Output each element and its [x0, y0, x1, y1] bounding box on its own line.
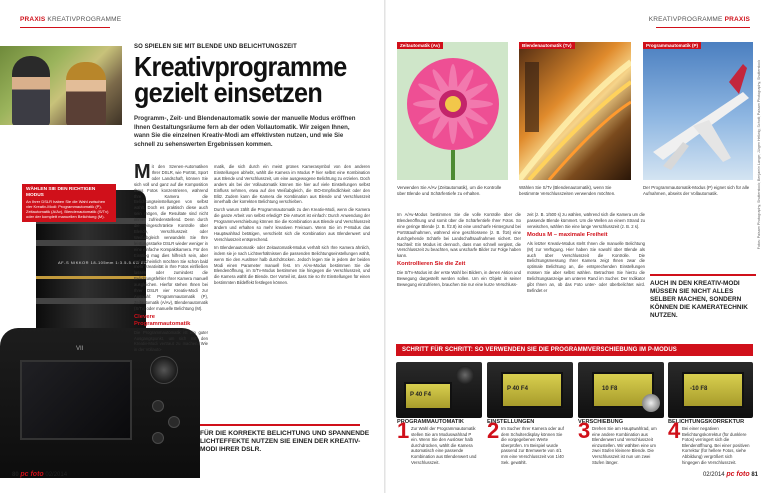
command-dial [642, 394, 660, 412]
photo-flower [397, 42, 508, 180]
pull-quote-right [650, 274, 756, 320]
lens-label: AF-S NIKKOR 18-105mm 1:3.5-5.6G ED [58, 260, 148, 265]
display-readout: -10 F8 [690, 386, 708, 392]
step-text: Zur Wahl der Programmautomatik stellen Sie am Moduswahlrad P ein. Wenn Sie den Auslöser halb durchdrücken, wählt die Kamera automatisch eine passende Kombination aus Blendenwert und Verschlusszeit. [411, 426, 477, 465]
issue-number: 02/2014 [45, 472, 68, 478]
headline-line-1: Kreativprogramme [134, 51, 347, 82]
gerbera-flower-image [397, 42, 508, 180]
photo-credit: Fotos: Paisarn Photography, Shutterstock; Benjamin Lange; Jürgen Hellwig; Schott; Paisarn Photography, Shutterstock [757, 60, 761, 250]
photographer-figure [66, 62, 106, 125]
page-gutter [384, 0, 386, 493]
body-column-2 [214, 164, 370, 414]
photo-caption: Verwenden Sie A/Av (Zeitautomatik), um die Kontrolle über Blende und Schärfentiefe zu erhalten. [397, 185, 502, 196]
camera-display [682, 372, 744, 408]
step-title: VERSCHIEBUNG [578, 419, 624, 425]
camera-lcd [20, 360, 132, 440]
camera-dial [150, 356, 178, 384]
step-text: Drehen Sie am Hauptwahlrad, um eine andere Kombination aus Blendenwert und Verschlusszeit einzustellen. Wir wählten eine um zwei Stufen kleinere Blende. Die Verschlusszeit ist nun um zwei Stufen länger. [592, 426, 657, 465]
camera-display [501, 372, 563, 408]
step-image-2 [487, 362, 573, 418]
step-image-4 [668, 362, 753, 418]
header-rule-right [656, 27, 750, 28]
magazine-logo: pc foto [726, 471, 750, 478]
column-text: Im A/Av-Modus bestimmen Sie die volle Kontrolle über die Blendenöffnung und somit über die Schärfentiefe Ihrer Fotos. So eine geringe Blende (z. B. f/2.8) ist eine unscharfe Hintergrund bei Porträtaufnahmen, während eine geschlossene (z. B. f/16) eine durchgehende Schärfe bei Landschaftsaufnahmen sichert. Der Nachteil: Ein Modus ist dennoch, dass man schnell vergisst, die Verschlusszeit zu beachten, was unscharfe Bilder zur Folge haben kann. [397, 212, 521, 259]
mode-caption-title: WÄHLEN SIE DEN RICHTIGEN MODUS [26, 187, 96, 198]
photo-caption: Der Programmautomatik-Modus (P) eignet sich für alle Aufnahmen, abseits der Vollautomatik. [643, 185, 750, 196]
photo-light-trails [519, 42, 631, 180]
camera-button [152, 432, 164, 444]
step-1 [397, 419, 479, 465]
display-readout: P 40 F4 [410, 392, 431, 398]
header-section-right: PRAXIS [724, 16, 750, 23]
display-readout: 10 F8 [602, 386, 618, 392]
step-4 [668, 419, 750, 465]
header-left [20, 16, 121, 23]
photo-mode-label: Programmautomatik (P) [643, 42, 701, 49]
article-kicker: SO SPIELEN SIE MIT BLENDE UND BELICHTUNGSZEIT [134, 44, 297, 50]
quote-rule [200, 424, 360, 426]
photographers-photo [0, 46, 122, 125]
page-number: 80 [12, 472, 19, 478]
mode-caption-box [22, 184, 116, 222]
camera-button [152, 400, 164, 412]
step-title: EINSTELLUNGEN [487, 419, 535, 425]
drop-cap: M [134, 161, 151, 183]
column-text: zeit (z. B. 1/500 s) zu wählen, während sich die Kamera um die passende Blende kümmert. Um die Wellen an einem Strand zu verwischen, wählen Sie eine lange Verschlusszeit (z. B. 2 s). [527, 212, 645, 229]
section-heading: Clevere Programmautomatik [134, 313, 191, 327]
column-text: matik, die sich durch ein meist grünes Kamerasymbol von den anderen Einstellungen abhebt, wählt die Kamera im Modus P hier selbst eine Kombination aus Blende und Verschlusszeit, um eine ausgewogene Belichtung zu erzielen. Doch anders als bei der Vollautomatik können Sie hier auf viele Einstellungen selbst Einfluss nehmen, etwa auf den Weißabgleich, die ISO-Empfindlichkeit oder den Blitz. Zudem kann die Kamera die Kombination aus Blende und Verschlusszeit innerhalb der korrekten Belichtung verschieben. [214, 164, 370, 205]
body-column-3 [397, 212, 521, 340]
section-heading: Kontrollieren Sie die Zeit [397, 261, 466, 268]
article-lead: Programm-, Zeit- und Blendenautomatik sowie der manuelle Modus eröffnen Ihnen Gestaltungsräume fern ab der oden Vollautomatik. Wir zeigen Ihnen, wann Sie die einzelnen Kreativ-Modi am effektivsten nutzen, und wie Sie schnell zu sehenswerten Ergebnissen kommen. [134, 115, 356, 149]
column-text: Als letzter Kreativ-Modus steht Ihnen die manuelle Belichtung (M) zur Verfügung. Hier haben Sie sowohl über Blende als auch über Verschlusszeit die Kontrolle. Die Belichtungsmessung Ihrer Kamera zeigt Ihnen zwar die optimale Belichtung an, die entsprechenden Einstellungen müssen Sie aber selbst wählen. Betrachten Sie hierzu die Belichtungsanzeige am unteren Rand im Sucher. Der Indikator gibt Ihnen an, ob das Foto unter- oder überbelichtet wird. Befindet er [527, 240, 645, 293]
header-topic: KREATIVPROGRAMME [47, 16, 122, 23]
body-column-4 [527, 212, 645, 340]
mode-dial [456, 366, 474, 384]
step-title: BELICHTUNGSKORREKTUR [668, 419, 745, 425]
photo-mode-label: Zeitautomatik (Av) [397, 42, 443, 49]
step-image-1 [396, 362, 482, 418]
section-heading: Modus M – maximale Freiheit [527, 231, 608, 238]
step-by-step-banner: SCHRITT FÜR SCHRITT: SO VERWENDEN SIE DIE PROGRAMMVERSCHIEBUNG IM P-MODUS [396, 344, 753, 356]
step-text: Bei einer negativen Belichtungskorrektur (für dunklere Fotos) verringert sich die Blendenöffnung. Bei einer positiven Korrektur (für hellere Fotos, siehe Abbildung) vergrößert sich hingegen die Verschlusszeit. [682, 426, 750, 465]
airplane-image [643, 42, 753, 180]
issue-number: 02/2014 [702, 472, 725, 478]
page-number: 81 [751, 472, 758, 478]
photographer-figure [12, 56, 50, 125]
footer-right [703, 471, 758, 478]
photo-mode-label: Blendenautomatik (Tv) [519, 42, 575, 49]
mode-caption-text: An Ihrer DSLR haben Sie die Wahl zwischen vier Kreativ-Modi: Programmautomatik (P), Zeitautomatik (A/Av), Blendenautomatik (S/Tv) oder der komplett manuellen Belichtung (M). [26, 199, 109, 219]
step-image-3 [578, 362, 664, 418]
header-section: PRAXIS [20, 16, 46, 23]
step-number: 4 [668, 418, 681, 443]
column-text: Die Programmautomatik ist ein guter Ausgangspunkt, um sich mit den Kreativ-Modi vertraut zu machen. Wie in der Vollauto- [134, 329, 208, 353]
light-trails-image [519, 42, 631, 180]
photo-caption: Wählen Sie S/Tv (Blendenautomatik), wenn Sie bestimmte Verschlusszeiten verwenden möchten. [519, 185, 616, 196]
step-number: 2 [487, 418, 500, 443]
article-headline [134, 51, 347, 108]
lens-ring [36, 298, 146, 304]
header-rule-left [20, 27, 110, 28]
magazine-logo: pc foto [20, 471, 44, 478]
step-number: 1 [397, 418, 410, 443]
pull-quote-text: FÜR DIE KORREKTE BELICHTUNG UND SPANNENDE LICHTEFFEKTE NUTZEN SIE EINEN DER KREATIV-MODI IHRER DSLR. [200, 430, 370, 454]
display-readout: P 40 F4 [507, 386, 528, 392]
quote-rule [650, 274, 756, 276]
column-text: Durch warum zählt die Programmautomatik zu den Kreativ-Modi, wenn die Kamera die ganze Arbeit von selbst erledigt? Die Antwort ist einfach: Durch Anwendung der Programmverschiebung können Sie die Kombination aus Blende und Verschlusszeit ändern und erhalten so mehr kreativen Freiraum. Wenn Sie im P-Modus das Hauptwahlrad betätigen, verschiebt sich die Kombination aus Blendenwert und Verschlusszeit entsprechend. [214, 207, 370, 242]
camera-display [404, 382, 452, 410]
camera-button [168, 416, 180, 428]
pull-quote-text: AUCH IN DEN KREATIV-MODI MÜSSEN SIE NICHT ALLES SELBER MACHEN, SONDERN KÖNNEN DIE KAMERATECHNIK NUTZEN. [650, 280, 748, 319]
photo-airplane [643, 42, 753, 180]
step-3 [578, 419, 660, 465]
step-2 [487, 419, 569, 465]
footer-left [12, 471, 67, 478]
pull-quote-left [200, 424, 370, 455]
step-title: PROGRAMMAUTOMATIK [397, 419, 464, 425]
header-topic-right: KREATIVPROGRAMME [648, 16, 723, 23]
lens-gold-ring [36, 276, 146, 279]
body-column-1 [134, 161, 209, 355]
column-text: Die S/Tv-Modus ist der erste Wahl bei Bildern, in denen Aktion und Bewegung dargestellt werden sollen. Um ein Objekt in seiner Bewegung einzufrieren, brauchen Sie nur eine kurze Verschluss- [397, 270, 521, 288]
step-number: 3 [578, 418, 591, 443]
lens-ring [36, 240, 146, 246]
step-text: Im Sucher Ihrer Kamera oder auf dem Schulterdisplay können Sie die vorgegebenen Werte überprüfen. Im Beispiel wurde passend zur Bremwerte von 4/1 mm eine Verschlusszeit von 1/40 Sek. gewählt. [501, 426, 564, 465]
column-text: it den Szenen-Automatiken Ihrer DSLR, wie Porträt, Sport oder Landschaft, können Sie sich voll und ganz auf die Komposition Ihres Fotos konzentrieren, während Ihre Kamera die Belichtungseinstellungen von selbst wählt. Doch es praktisch diese auch sein mögen, die Resultate sind nicht immer zufriedenstellend. Denn durch die eingeschränkte Kontrolle über Blende, Verschlusszeit oder Weißabgleich verwandeln Sie Ihre leistungsstarke DSLR wieder weniger in eine einfache Kompaktkamera. Für den Einstieg mag dies hilfreich sein, aber wahrscheinlich möchten Sie schon bald mehr Kreativität in Ihre Fotos einfließen lassen oder zumindest die Belichtungsfehler Ihrer Kamera manuell ausgleichen. Hierfür stehen Ihnen bei Ihrer DSLR vier Kreativ-Modi zur Auswahl: Programmautomatik (P), Zeitautomatik (A/Av), Blendenautomatik (S/Tv) oder manuelle Belichtung (M). [134, 164, 209, 311]
camera-model: VII [76, 346, 84, 352]
header-right [649, 16, 750, 23]
headline-line-2: gezielt einsetzen [134, 77, 323, 108]
column-text: Im Blendenautomatik- oder Zeitautomatik-Modus verhält sich Ihre Kamera ähnlich, indem sie je nach Lichtverhältnissen die passenden Belichtungseinstellungen wählt, wenn Sie den Auslöser halb durchdrücken. Jedoch legen Sie in jedem der beiden Modi einen Parameter manuell fest. Im A/Av-Modus bestimmen Sie die Blendenöffnung, im S/Tv-Modus bestimmen Sie hingegen die Verschlusszeit, und die Kamera wählt die Blende. Der Vorteil ist, dass Sie so Ihr Einstellungen für einen bestimmten Bildeffekt festlegen können. [214, 244, 370, 286]
